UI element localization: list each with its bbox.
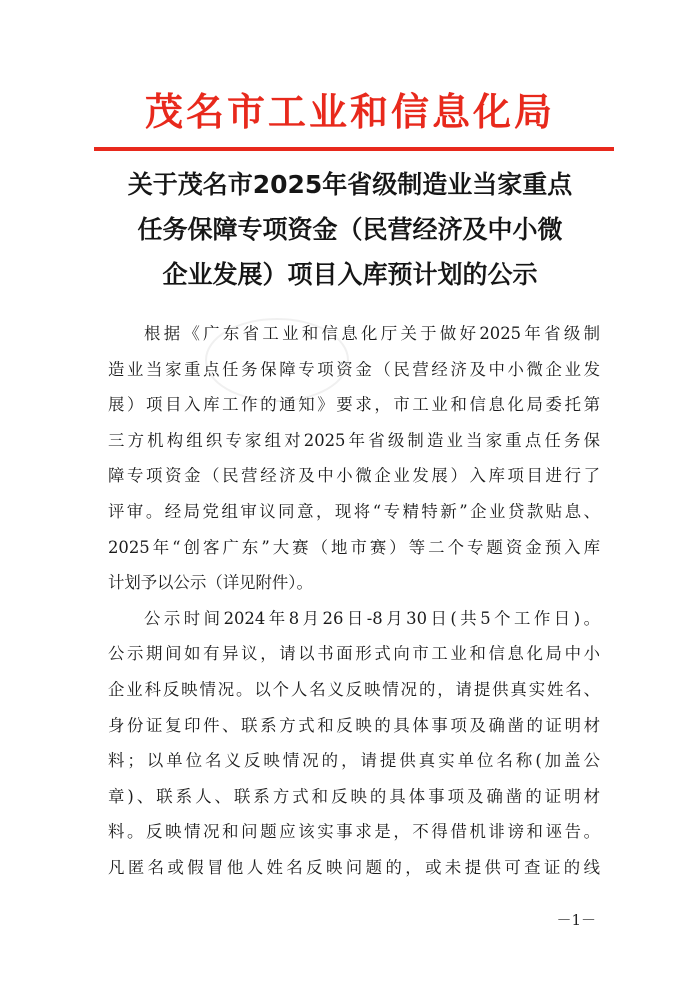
page-number: －1－ xyxy=(556,911,596,929)
body-line: 公示期间如有异议，请以书面形式向市工业和信息化局中小 xyxy=(108,644,600,664)
body-line: 评审。经局党组审议同意，现将“专精特新”企业贷款贴息、 xyxy=(108,501,600,521)
body-line: 2025年“创客广东”大赛（地市赛）等二个专题资金预入库 xyxy=(108,537,600,557)
title-line: 关于茂名市2025年省级制造业当家重点 xyxy=(127,170,573,199)
title-line: 任务保障专项资金（民营经济及中小微 xyxy=(137,215,563,244)
body-line: 根据《广东省工业和信息化厅关于做好2025年省级制 xyxy=(144,324,600,343)
body-line: 计划予以公示（详见附件）。 xyxy=(108,573,313,593)
document-title xyxy=(60,162,640,297)
body-line: 造业当家重点任务保障专项资金（民营经济及中小微企业发 xyxy=(108,359,600,379)
body-line: 企业科反映情况。以个人名义反映情况的，请提供真实姓名、 xyxy=(108,679,600,699)
body-line: 身份证复印件、联系方式和反映的具体事项及确凿的证明材 xyxy=(108,715,600,735)
org-header-title: 茂名市工业和信息化局 xyxy=(144,90,555,134)
body-line: 凡匿名或假冒他人姓名反映问题的，或未提供可查证的线 xyxy=(108,857,600,877)
body-line: 展）项目入库工作的通知》要求，市工业和信息化局委托第 xyxy=(108,395,600,415)
body-line: 料。反映情况和问题应该实事求是，不得借机诽谤和诬告。 xyxy=(108,822,600,842)
body-line: 障专项资金（民营经济及中小微企业发展）入库项目进行了 xyxy=(108,466,600,486)
body-line: 三方机构组织专家组对2025年省级制造业当家重点任务保 xyxy=(108,430,600,450)
body-line: 公示时间2024年8月26日-8月30日(共5个工作日)。 xyxy=(144,608,600,628)
body-line: 章)、联系人、联系方式和反映的具体事项及确凿的证明材 xyxy=(108,786,600,806)
document-body xyxy=(108,316,600,886)
red-separator-rule xyxy=(94,147,614,151)
title-line: 企业发展）项目入库预计划的公示 xyxy=(162,260,538,289)
body-line: 料；以单位名义反映情况的，请提供真实单位名称(加盖公 xyxy=(108,751,600,771)
